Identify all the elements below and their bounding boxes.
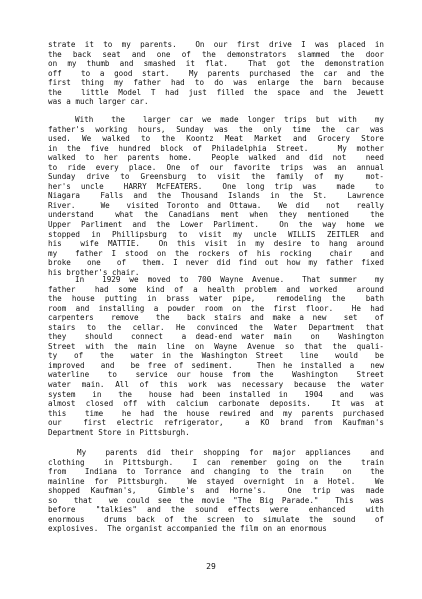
text-line: strate it to my parents. On our first drive I was placed in bbox=[48, 40, 384, 49]
text-line: first thing my father had to do was enlarge the barn because bbox=[48, 78, 384, 88]
text-line: Sunday drive to Greensburg to visit the family of my mot- bbox=[48, 172, 384, 182]
text-line: almost closed off with calcium carbonate deposits. It was at bbox=[48, 399, 384, 409]
text-line: his wife MATTIE. On this visit in my desire to hang around bbox=[48, 239, 384, 249]
text-line: from Indiana to Torrance and changing to the train on the bbox=[48, 467, 384, 477]
text-line: ty of the water in the Washington Street line would be bbox=[48, 351, 384, 361]
text-line: father had some kind of a health problem and worked around bbox=[48, 284, 384, 294]
text-line: walked to her parents home. People walked and did not need bbox=[48, 153, 384, 163]
text-line: off to a good start. My parents purchased the car and the bbox=[48, 68, 384, 78]
text-line: stopped in Phillipsburg to visit my uncle WILLIS ZEITLER and bbox=[48, 229, 384, 239]
text-line: his brother's chair. bbox=[48, 267, 140, 277]
text-line: broke one of them. I never did find out how my father fixed bbox=[48, 258, 384, 268]
text-line: Upper Parliment and the Lower Parliment. On the way home we bbox=[48, 220, 384, 230]
text-line: used. We walked to the Koontz Meat Market and Grocery Store bbox=[48, 134, 384, 144]
text-line: our first electric refrigerator, a KO brand from Kaufman's bbox=[48, 418, 384, 428]
text-line: the house putting in brass water pipe, remodeling the bath bbox=[48, 294, 384, 304]
text-line: understand what the Canadians ment when they mentioned the bbox=[48, 210, 384, 220]
text-line: room and installing a powder room on the first floor. He had bbox=[48, 303, 384, 313]
text-line: in the five hundred block of Philadelphia Street. My mother bbox=[48, 143, 384, 153]
text-line: father's working hours, Sunday was the only time the car was bbox=[48, 124, 384, 134]
text-line: to ride every place. One of our favorite trips was an annual bbox=[48, 162, 384, 172]
text-line: shopped Kaufman's, Gimble's and Horne's. One trip was made bbox=[48, 486, 384, 496]
text-line: Street with the main line on Wayne Avenue so that the quali- bbox=[48, 341, 384, 351]
text-line: system in the house had been installed in 1904 and was bbox=[48, 389, 384, 399]
text-line: clothing in Pittsburgh. I can remember going on the train bbox=[48, 457, 384, 467]
paragraph-4 bbox=[48, 448, 384, 534]
paragraph-3 bbox=[48, 275, 384, 437]
text-line: In 1929 we moved to 700 Wayne Avenue. That summer my bbox=[48, 275, 384, 284]
text-line: so that we could see the movie "The Big Parade." This was bbox=[48, 495, 384, 505]
text-line: River. We visited Toronto and Ottawa. We did not really bbox=[48, 200, 384, 210]
text-line: mainline for Pittsburgh. We stayed overnight in a Hotel. We bbox=[48, 476, 384, 486]
text-line: water main. All of this work was necessary because the water bbox=[48, 380, 384, 390]
text-line: waterline to service our house from the Washington Street bbox=[48, 370, 384, 380]
paragraph-2 bbox=[48, 115, 384, 277]
text-line: was a much larger car. bbox=[48, 97, 149, 107]
text-line: stairs to the cellar. He convinced the Water Department that bbox=[48, 322, 384, 332]
text-line: my father I stood on the rockers of his rocking chair and bbox=[48, 248, 384, 258]
text-line: the back seat and one of the demonstrators slammed the door bbox=[48, 49, 384, 59]
text-line: My parents did their shopping for major appliances and bbox=[48, 448, 384, 457]
text-line: the little Model T had just filled the space and the Jewett bbox=[48, 87, 384, 97]
text-line: her's uncle HARRY McFEATERS. One long trip was made to bbox=[48, 181, 384, 191]
text-line: Niagara Falls and the Thousand Islands in the St. Lawrence bbox=[48, 191, 384, 201]
text-line: explosives. The organist accompanied the film on an enormous bbox=[48, 524, 327, 534]
text-line: on my thumb and smashed it flat. That got the demonstration bbox=[48, 59, 384, 69]
text-line: this time he had the house rewired and my parents purchased bbox=[48, 408, 384, 418]
text-line: Department Store in Pittsburgh. bbox=[48, 427, 190, 437]
text-line: before "talkies" and the sound effects were enhanced with bbox=[48, 505, 384, 515]
page-number: 29 bbox=[206, 562, 216, 571]
text-line: improved and be free of sediment. Then he installed a new bbox=[48, 360, 384, 370]
text-line: enormous drums back of the screen to simulate the sound of bbox=[48, 514, 384, 524]
text-line: they should connect a dead-end water main on Washington bbox=[48, 332, 384, 342]
text-line: carpenters remove the back stairs and make a new set of bbox=[48, 313, 384, 323]
text-line: With the larger car we made longer trips but with my bbox=[48, 115, 384, 124]
paragraph-1 bbox=[48, 40, 384, 107]
